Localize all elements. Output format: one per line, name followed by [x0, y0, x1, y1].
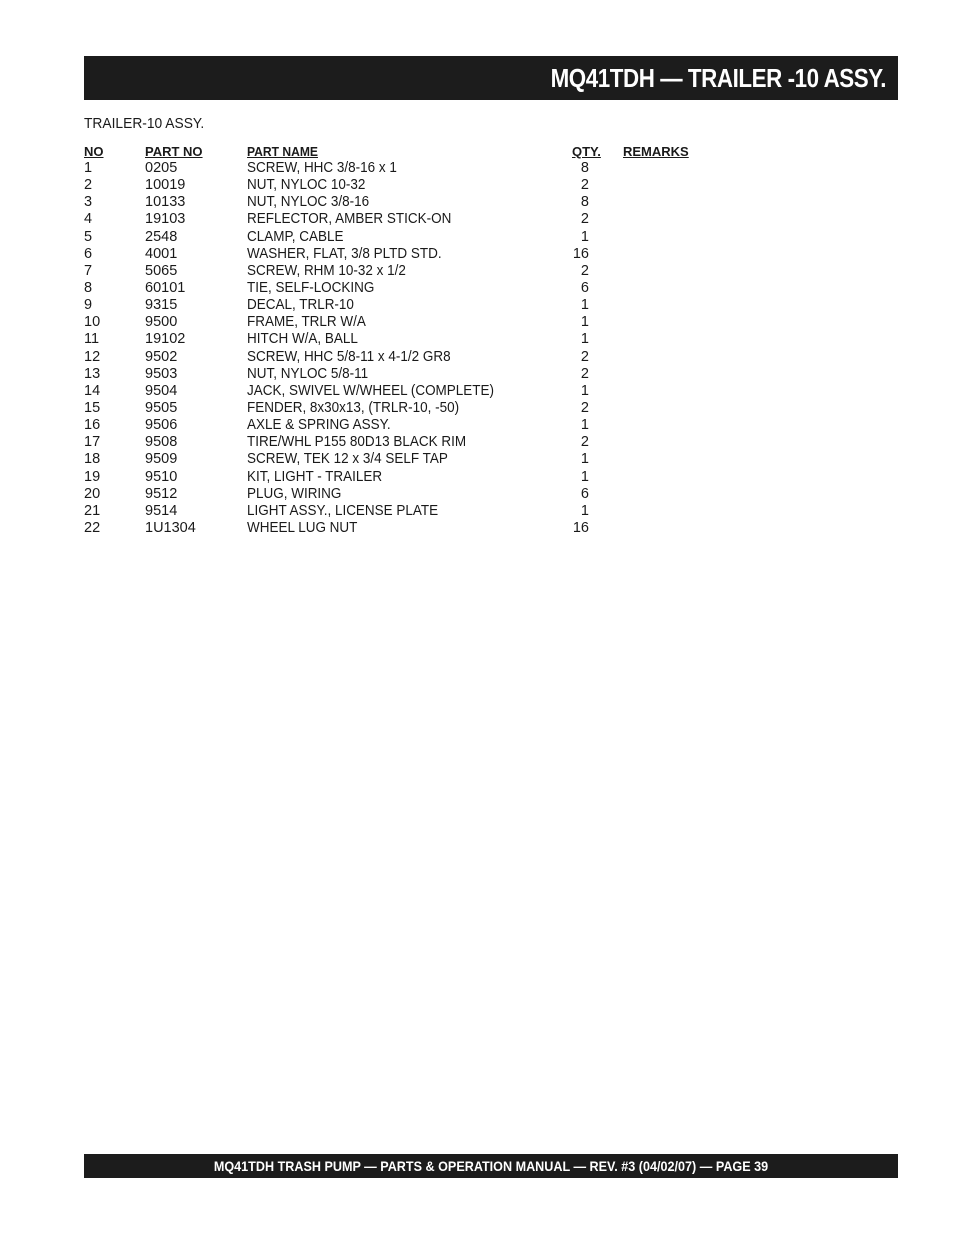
part-name-cell: LIGHT ASSY., LICENSE PLATE [247, 502, 439, 519]
table-row [84, 263, 704, 280]
qty-cell: 1 [580, 297, 589, 314]
table-row [84, 246, 704, 263]
part-name-cell: FENDER, 8x30x13, (TRLR-10, -50) [247, 399, 460, 416]
part-number-index: 1 [84, 160, 93, 176]
part-name-cell: NUT, NYLOC 10-32 [247, 177, 366, 194]
part-no-cell: 9315 [145, 297, 178, 314]
part-number-index: 2 [84, 177, 93, 194]
qty-cell: 1 [580, 417, 589, 434]
qty-cell: 2 [580, 434, 589, 451]
column-header-no: NO [84, 144, 104, 159]
part-number-index: 8 [84, 279, 93, 296]
table-row [84, 486, 704, 503]
part-no-cell: 0205 [145, 160, 178, 176]
table-row [84, 503, 704, 520]
part-number-index: 20 [84, 485, 101, 502]
table-row [84, 520, 704, 537]
part-no-cell: 1U1304 [145, 519, 196, 536]
part-number-index: 19 [84, 468, 101, 485]
part-name-cell: KIT, LIGHT - TRAILER [247, 468, 383, 485]
part-name-cell: CLAMP, CABLE [247, 228, 344, 245]
part-no-cell: 9512 [145, 485, 178, 502]
qty-cell: 1 [580, 331, 589, 348]
qty-cell: 8 [580, 194, 589, 211]
table-row [84, 229, 704, 246]
footer-text: MQ41TDH TRASH PUMP — PARTS & OPERATION MANUAL — REV. #3 (04/02/07) — PAGE 39 [213, 1158, 769, 1174]
qty-cell: 2 [580, 348, 589, 365]
part-no-cell: 9505 [145, 399, 178, 416]
part-number-index: 18 [84, 451, 101, 468]
part-name-cell: SCREW, HHC 3/8-16 x 1 [247, 160, 397, 176]
column-header-part-name: PART NAME [247, 144, 318, 159]
table-row [84, 331, 704, 348]
qty-cell: 1 [580, 228, 589, 245]
part-no-cell: 10019 [145, 177, 186, 194]
part-name-cell: PLUG, WIRING [247, 485, 342, 502]
page-title: MQ41TDH — TRAILER -10 ASSY. [550, 63, 886, 93]
part-number-index: 21 [84, 502, 101, 519]
qty-cell: 2 [580, 262, 589, 279]
part-number-index: 22 [84, 519, 101, 536]
table-row [84, 383, 704, 400]
part-name-cell: SCREW, RHM 10-32 x 1/2 [247, 262, 406, 279]
part-no-cell: 10133 [145, 194, 186, 211]
part-name-cell: WHEEL LUG NUT [247, 519, 358, 536]
part-no-cell: 5065 [145, 262, 178, 279]
qty-cell: 8 [580, 160, 589, 176]
part-no-cell: 19103 [145, 211, 186, 228]
table-row [84, 211, 704, 228]
part-name-cell: SCREW, HHC 5/8-11 x 4-1/2 GR8 [247, 348, 451, 365]
table-header-row [84, 143, 704, 160]
section-title: TRAILER-10 ASSY. [84, 115, 205, 132]
table-row [84, 451, 704, 468]
part-number-index: 9 [84, 297, 93, 314]
part-name-cell: TIE, SELF-LOCKING [247, 279, 375, 296]
part-no-cell: 60101 [145, 279, 186, 296]
part-name-cell: TIRE/WHL P155 80D13 BLACK RIM [247, 434, 467, 451]
qty-cell: 2 [580, 399, 589, 416]
part-number-index: 13 [84, 365, 101, 382]
part-no-cell: 9506 [145, 417, 178, 434]
qty-cell: 2 [580, 177, 589, 194]
table-row [84, 314, 704, 331]
part-number-index: 14 [84, 382, 101, 399]
table-row [84, 160, 704, 177]
qty-cell: 2 [580, 211, 589, 228]
qty-cell: 1 [580, 468, 589, 485]
part-number-index: 5 [84, 228, 93, 245]
part-name-cell: NUT, NYLOC 5/8-11 [247, 365, 369, 382]
part-number-index: 11 [84, 331, 100, 348]
part-name-cell: FRAME, TRLR W/A [247, 314, 366, 331]
part-number-index: 16 [84, 417, 101, 434]
part-no-cell: 9509 [145, 451, 178, 468]
qty-cell: 6 [580, 279, 589, 296]
part-no-cell: 4001 [145, 245, 178, 262]
part-name-cell: SCREW, TEK 12 x 3/4 SELF TAP [247, 451, 448, 468]
qty-cell: 1 [580, 382, 589, 399]
table-row [84, 297, 704, 314]
part-no-cell: 9504 [145, 382, 178, 399]
table-row [84, 366, 704, 383]
table-row [84, 280, 704, 297]
part-number-index: 6 [84, 245, 93, 262]
part-no-cell: 9510 [145, 468, 178, 485]
part-name-cell: REFLECTOR, AMBER STICK-ON [247, 211, 452, 228]
table-row [84, 349, 704, 366]
qty-cell: 1 [580, 451, 589, 468]
part-name-cell: DECAL, TRLR-10 [247, 297, 354, 314]
part-number-index: 12 [84, 348, 101, 365]
qty-cell: 16 [572, 245, 589, 262]
page-footer [84, 1154, 898, 1178]
part-number-index: 4 [84, 211, 93, 228]
table-row [84, 434, 704, 451]
qty-cell: 1 [580, 314, 589, 331]
part-number-index: 7 [84, 262, 93, 279]
part-name-cell: HITCH W/A, BALL [247, 331, 358, 348]
qty-cell: 6 [580, 485, 589, 502]
parts-table [84, 143, 704, 537]
part-no-cell: 9503 [145, 365, 178, 382]
part-no-cell: 19102 [145, 331, 186, 348]
column-header-part-no: PART NO [145, 144, 203, 159]
part-name-cell: AXLE & SPRING ASSY. [247, 417, 391, 434]
table-row [84, 469, 704, 486]
column-header-qty: QTY. [572, 144, 601, 159]
qty-cell: 1 [580, 502, 589, 519]
part-name-cell: WASHER, FLAT, 3/8 PLTD STD. [247, 245, 442, 262]
column-header-remarks: REMARKS [623, 144, 689, 159]
part-no-cell: 9502 [145, 348, 178, 365]
page-header [84, 56, 898, 100]
part-name-cell: JACK, SWIVEL W/WHEEL (COMPLETE) [247, 382, 495, 399]
table-row [84, 177, 704, 194]
table-row [84, 400, 704, 417]
qty-cell: 2 [580, 365, 589, 382]
part-no-cell: 9500 [145, 314, 178, 331]
part-number-index: 3 [84, 194, 93, 211]
qty-cell: 16 [572, 519, 589, 536]
part-name-cell: NUT, NYLOC 3/8-16 [247, 194, 370, 211]
table-row [84, 194, 704, 211]
part-no-cell: 9514 [145, 502, 178, 519]
part-number-index: 10 [84, 314, 101, 331]
part-no-cell: 2548 [145, 228, 178, 245]
table-row [84, 417, 704, 434]
part-number-index: 15 [84, 399, 101, 416]
part-no-cell: 9508 [145, 434, 178, 451]
part-number-index: 17 [84, 434, 101, 451]
